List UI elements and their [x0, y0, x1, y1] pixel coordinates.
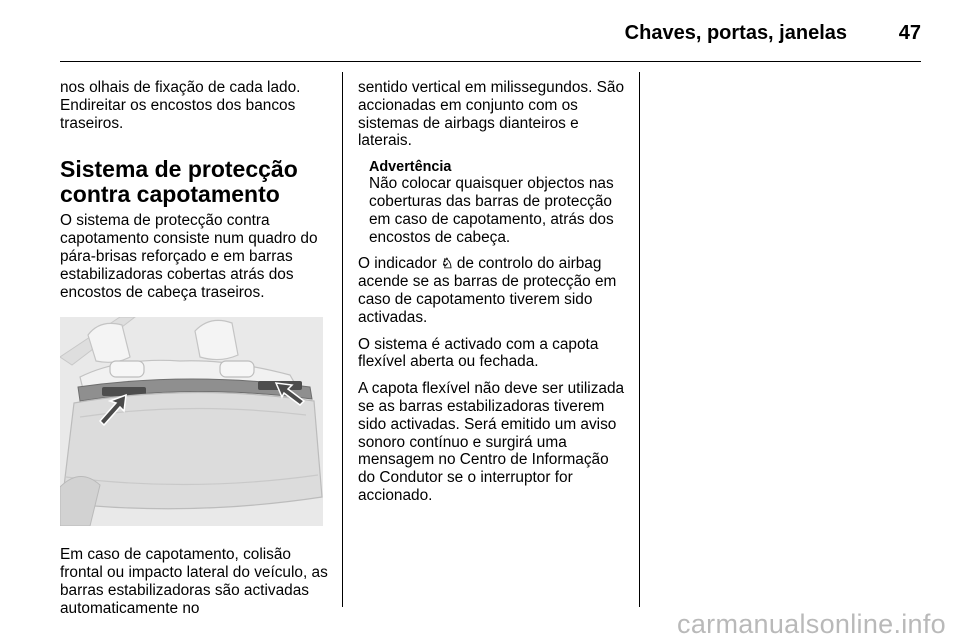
paragraph-activation: Em caso de capotamento, colisão frontal ou impacto lateral do veículo, as barras estabilizadoras são activadas automaticamente no — [60, 546, 328, 617]
rollover-bars-illustration — [60, 317, 323, 526]
paragraph-indicator — [358, 255, 630, 326]
section-heading: Sistema de protecção contra capotamento — [60, 156, 298, 208]
text-column-2 — [358, 79, 630, 514]
car-rear-seat-drawing — [60, 317, 323, 526]
warning-title: Advertência — [369, 159, 452, 176]
paragraph-warning-sound: A capota flexível não deve ser utilizada se as barras estabilizadoras tiverem sido activadas. Será emitido um aviso sonoro contínuo e surgirá uma mensagem no Centro de Informação do Condutor se o interruptor for accionado. — [358, 380, 625, 504]
indicator-text-before: O indicador — [358, 255, 441, 273]
column-divider-right — [639, 72, 640, 607]
page-header — [60, 18, 921, 48]
indicator-text-after: de controlo do airbag acende se as barras de protecção em caso de capotamento tiverem sido activadas. — [358, 255, 617, 326]
warning-text: Não colocar quaisquer objectos nas coberturas das barras de protecção em caso de capotamento, atrás dos encostos de cabeça. — [369, 175, 614, 246]
column-divider-left — [342, 72, 343, 607]
paragraph-continuation: nos olhais de fixação de cada lado. Endireitar os encostos dos bancos traseiros. — [60, 79, 301, 132]
text-column-1 — [60, 79, 332, 627]
chapter-title: Chaves, portas, janelas — [624, 22, 847, 44]
paragraph-continuation-2: sentido vertical em milissegundos. São accionadas em conjunto com os sistemas de airbags dianteiros e laterais. — [358, 79, 625, 150]
paragraph-soft-top: O sistema é activado com a capota flexível aberta ou fechada. — [358, 335, 599, 371]
warning-box — [369, 159, 630, 246]
airbag-warning-icon: ♘ — [440, 255, 453, 272]
paragraph-description: O sistema de protecção contra capotamento consiste num quadro do pára-brisas reforçado e em barras estabilizadoras cobertas atrás dos encostos de cabeça traseiros. — [60, 212, 318, 301]
watermark: carmanualsonline.info — [677, 609, 946, 639]
page-number: 47 — [898, 22, 921, 44]
header-divider — [60, 61, 921, 62]
